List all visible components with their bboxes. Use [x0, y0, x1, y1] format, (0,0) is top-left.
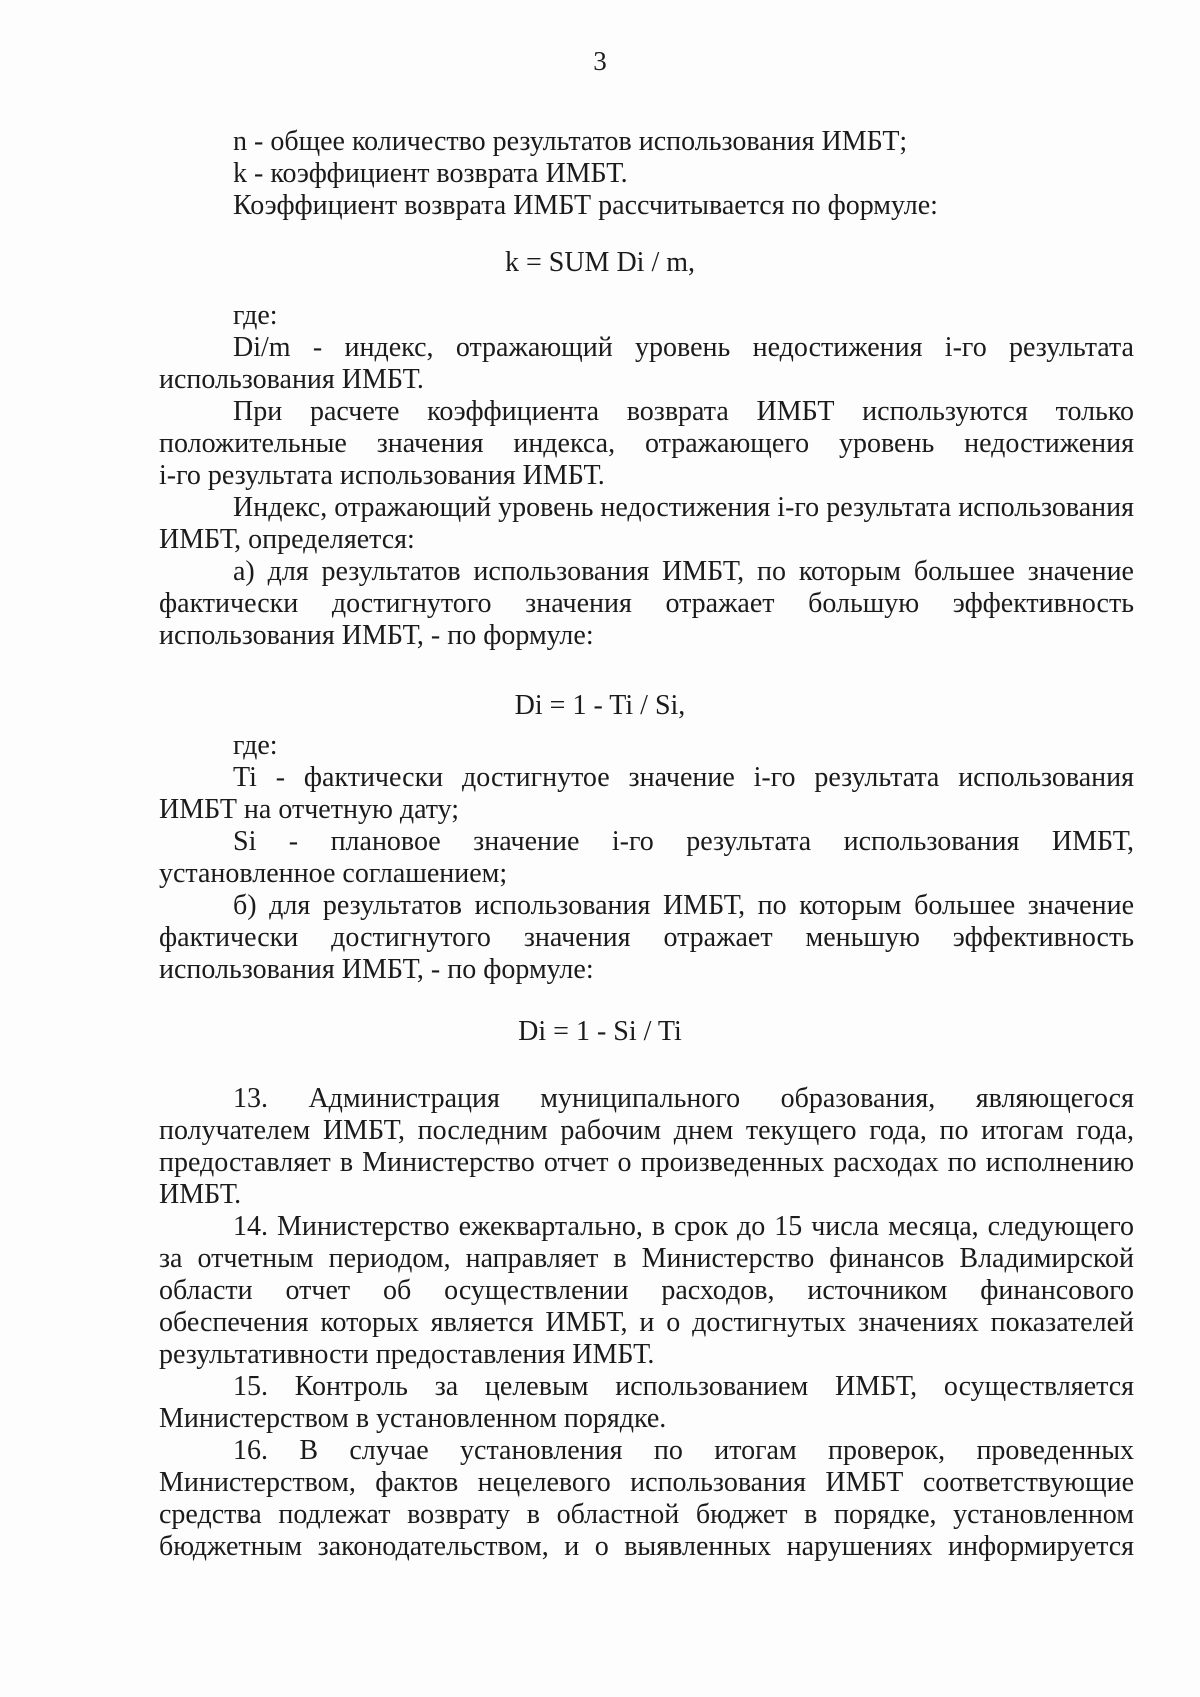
text-line: фактически достигнутого значения отражает большую эффективность — [159, 588, 1134, 619]
page-number: 3 — [593, 46, 607, 76]
text-line: Di/m - индекс, отражающий уровень недостижения i-го результата — [233, 332, 1134, 363]
text-line: а) для результатов использования ИМБТ, по которым большее значение — [233, 556, 1134, 587]
text-line: обеспечения которых является ИМБТ, и о достигнутых значениях показателей — [159, 1307, 1134, 1338]
text-line: где: — [233, 730, 278, 761]
text-line: 14. Министерство ежеквартально, в срок до 15 числа месяца, следующего — [233, 1211, 1134, 1242]
text-line: Si - плановое значение i-го результата использования ИМБТ, — [233, 826, 1134, 857]
text-line: Министерством в установленном порядке. — [159, 1403, 667, 1434]
formula-di-a: Di = 1 - Ti / Si, — [514, 690, 686, 721]
formula-k: k = SUM Di / m, — [504, 247, 696, 278]
formula-di-b: Di = 1 - Si / Ti — [518, 1016, 682, 1047]
text-line: 16. В случае установления по итогам проверок, проведенных — [233, 1435, 1134, 1466]
text-line: Индекс, отражающий уровень недостижения i-го результата использования — [233, 492, 1134, 523]
text-line: использования ИМБТ. — [159, 364, 424, 395]
text-line: установленное соглашением; — [159, 858, 508, 889]
text-line: n - общее количество результатов использования ИМБТ; — [233, 126, 908, 157]
text-line: ИМБТ, определяется: — [159, 524, 415, 555]
text-line: Ti - фактически достигнутое значение i-го результата использования — [233, 762, 1134, 793]
text-line: за отчетным периодом, направляет в Министерство финансов Владимирской — [159, 1243, 1134, 1274]
text-line: средства подлежат возврату в областной бюджет в порядке, установленном — [159, 1499, 1134, 1530]
text-line: использования ИМБТ, - по формуле: — [159, 620, 594, 651]
text-line: i-го результата использования ИМБТ. — [159, 460, 605, 491]
text-line: Коэффициент возврата ИМБТ рассчитывается по формуле: — [233, 190, 938, 221]
text-line: предоставляет в Министерство отчет о произведенных расходах по исполнению — [159, 1147, 1134, 1178]
text-line: где: — [233, 300, 278, 331]
text-line: положительные значения индекса, отражающего уровень недостижения — [159, 428, 1134, 459]
text-line: Министерством, фактов нецелевого использования ИМБТ соответствующие — [159, 1467, 1134, 1498]
text-line: 15. Контроль за целевым использованием ИМБТ, осуществляется — [233, 1371, 1134, 1402]
text-line: ИМБТ на отчетную дату; — [159, 794, 460, 825]
text-line: 13. Администрация муниципального образования, являющегося — [233, 1083, 1134, 1114]
text-line: б) для результатов использования ИМБТ, по которым большее значение — [233, 890, 1134, 921]
text-line: получателем ИМБТ, последним рабочим днем текущего года, по итогам года, — [159, 1115, 1134, 1146]
text-line: фактически достигнутого значения отражает меньшую эффективность — [159, 922, 1134, 953]
text-line: k - коэффициент возврата ИМБТ. — [233, 158, 628, 189]
text-line: ИМБТ. — [159, 1179, 242, 1210]
text-line: области отчет об осуществлении расходов, источником финансового — [159, 1275, 1134, 1306]
text-line: результативности предоставления ИМБТ. — [159, 1339, 655, 1370]
text-line: использования ИМБТ, - по формуле: — [159, 954, 594, 985]
text-line: бюджетным законодательством, и о выявленных нарушениях информируется — [159, 1531, 1134, 1562]
text-line: При расчете коэффициента возврата ИМБТ используются только — [233, 396, 1134, 427]
